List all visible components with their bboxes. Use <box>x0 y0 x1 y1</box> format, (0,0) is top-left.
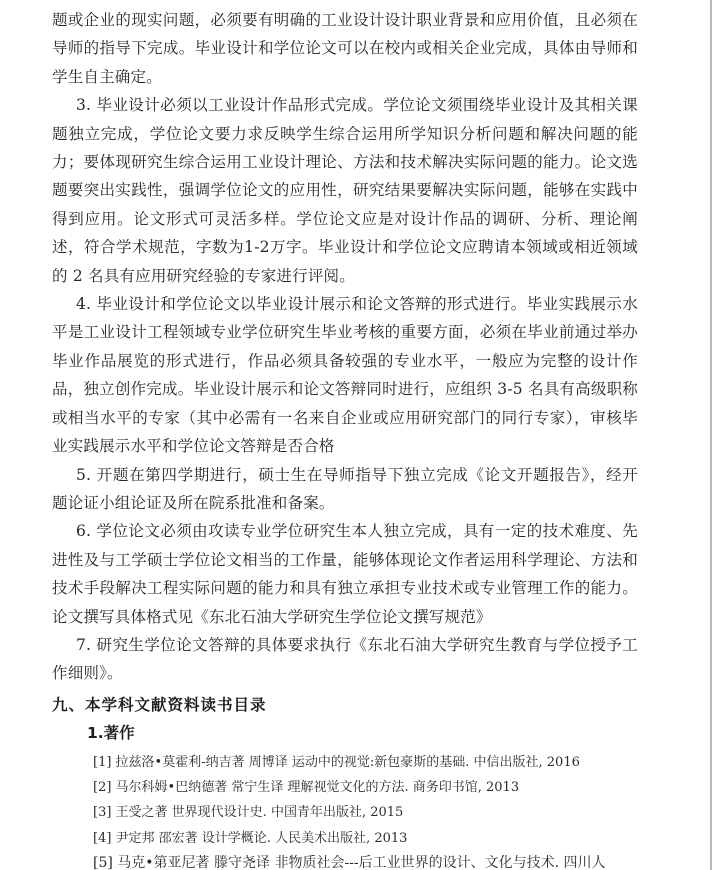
reference-item-4: [4] 尹定邦 邵宏著 设计学概论. 人民美术出版社, 2013 <box>93 830 408 846</box>
body-paragraph-item-4: 4. 毕业设计和学位论文以毕业设计展示和论文答辩的形式进行。毕业实践展示水平是工业设计工程领域专业学位研究生毕业考核的重要方面，必须在毕业前通过举办毕业作品展览的形式进行，作品必须具备较强的专业水平，一般应为完整的设计作品，独立创作完成。毕业设计展示和论文答辩同时进行，应组织 3-5 名具有高级职称或相当水平的专家（其中必需有一名来自企业或应用研究部门的同行专家），审核毕业实践展示水平和学位论文答辩是否合格 <box>52 295 638 456</box>
page-right-edge-divider <box>710 0 712 870</box>
reference-item-5: [5] 马克•第亚尼著 滕守尧译 非物质社会---后工业世界的设计、文化与技术. 四川人 <box>93 855 606 870</box>
reference-item-2: [2] 马尔科姆•巴纳德著 常宁生译 理解视觉文化的方法. 商务印书馆, 2013 <box>93 779 520 795</box>
section-heading: 九、本学科文献资料读书目录 <box>52 695 267 714</box>
page-content <box>52 6 638 870</box>
body-paragraph-item-6: 6. 学位论文必须由攻读专业学位研究生本人独立完成，具有一定的技术难度、先进性及与工学硕士学位论文相当的工作量，能够体现论文作者运用科学理论、方法和技术手段解决工程实际问题的能力和具有独立承担专业技术或专业管理工作的能力。论文撰写具体格式见《东北石油大学研究生学位论文撰写规范》 <box>52 522 638 626</box>
subsection-heading: 1.著作 <box>87 724 135 743</box>
body-paragraph-continuation: 题或企业的现实问题，必须要有明确的工业设计设计职业背景和应用价值，且必须在导师的指导下完成。毕业设计和学位论文可以在校内或相关企业完成，具体由导师和学生自主确定。 <box>52 11 638 86</box>
reference-item-1: [1] 拉兹洛•莫霍利-纳吉著 周博译 运动中的视觉:新包豪斯的基础. 中信出版社, 2016 <box>93 754 580 770</box>
body-paragraph-item-3: 3. 毕业设计必须以工业设计作品形式完成。学位论文须围绕毕业设计及其相关课题独立完成，学位论文要力求反映学生综合运用所学知识分析问题和解决问题的能力；要体现研究生综合运用工业设计理论、方法和技术解决实际问题的能力。论文选题要突出实践性，强调学位论文的应用性，研究结果要解决实际问题，能够在实践中得到应用。论文形式可灵活多样。学位论文应是对设计作品的调研、分析、理论阐述，符合学术规范，字数为1-2万字。毕业设计和学位论文应聘请本领域或相近领域的 2 名具有应用研究经验的专家进行评阅。 <box>52 96 638 285</box>
reference-item-3: [3] 王受之著 世界现代设计史. 中国青年出版社, 2015 <box>93 805 404 821</box>
reference-list <box>93 750 638 870</box>
body-paragraph-item-5: 5. 开题在第四学期进行，硕士生在导师指导下独立完成《论文开题报告》，经开题论证小组论证及所在院系批准和备案。 <box>52 465 638 512</box>
body-paragraph-item-7: 7. 研究生学位论文答辩的具体要求执行《东北石油大学研究生教育与学位授予工作细则》。 <box>52 635 638 683</box>
